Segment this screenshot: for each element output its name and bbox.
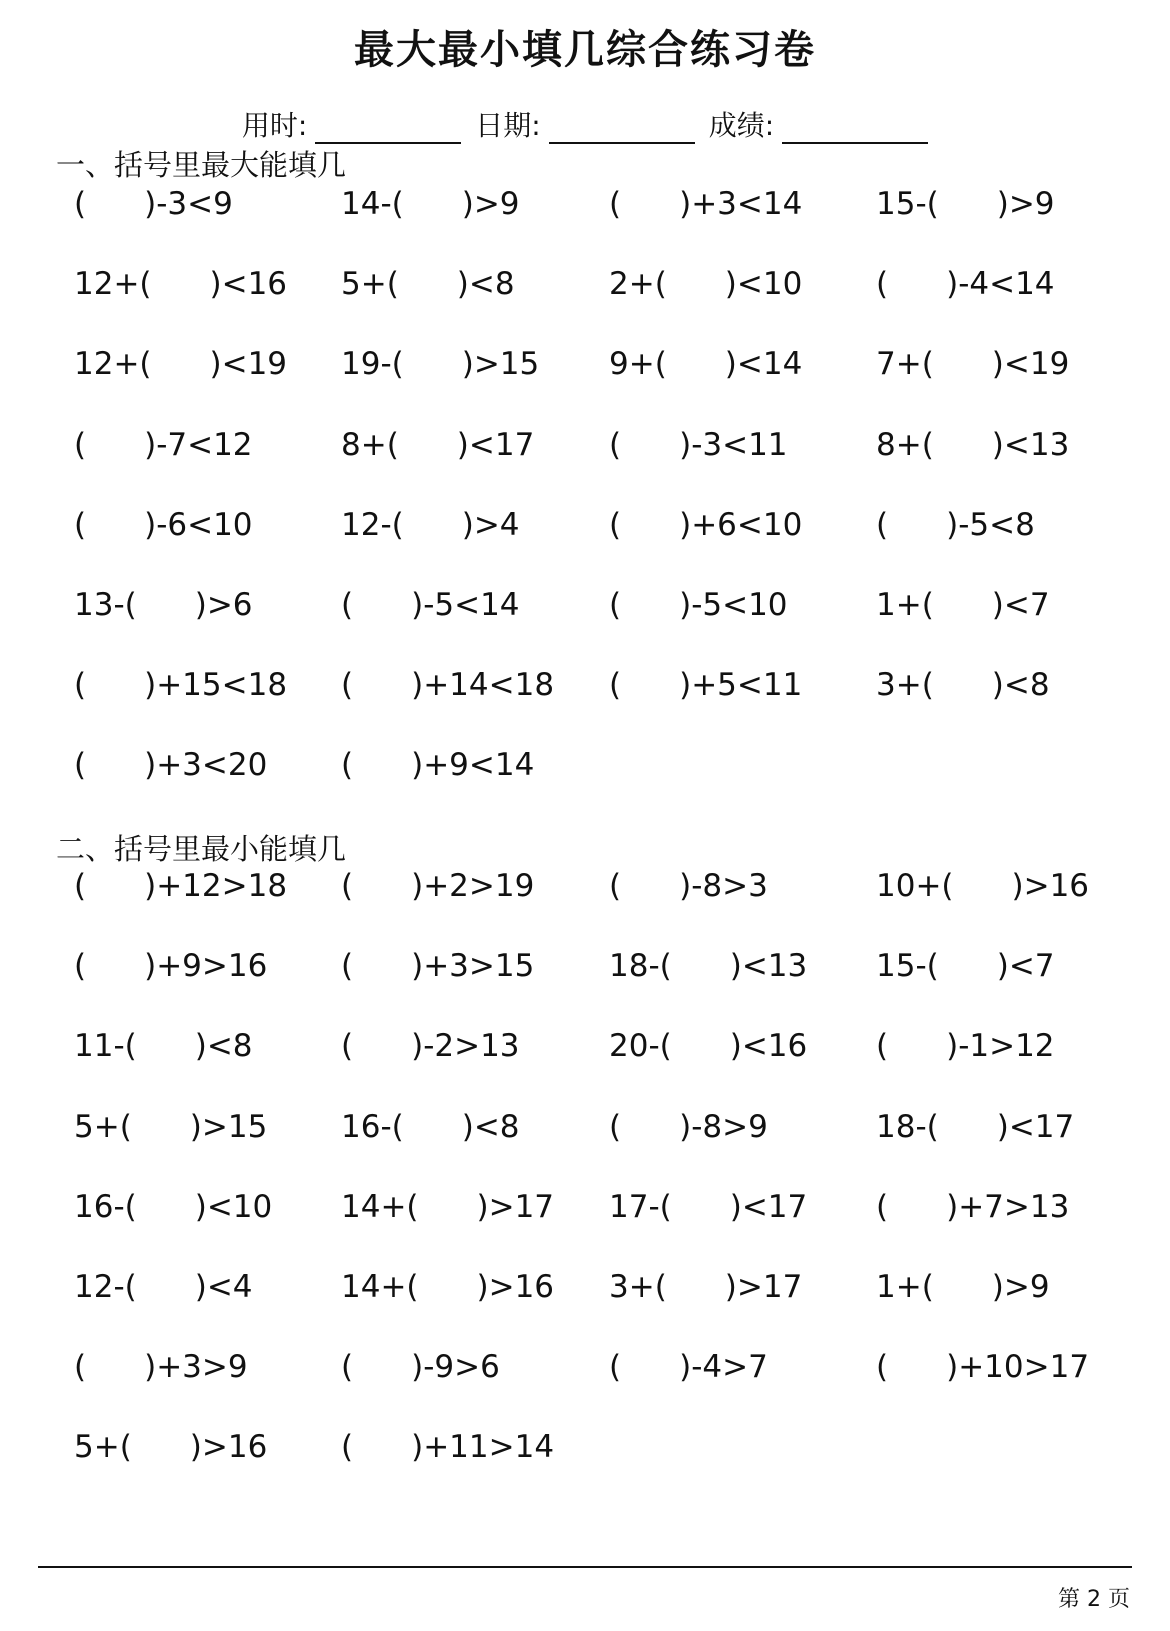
problem-item [609, 1347, 768, 1387]
problem-item [876, 264, 1055, 304]
footer-divider [38, 1566, 1132, 1568]
problem-item [74, 585, 253, 625]
problem-suffix: )>9 [461, 186, 520, 222]
problem-suffix: )<10 [724, 266, 803, 303]
problem-prefix: ( [341, 667, 354, 704]
info-bar [0, 104, 1170, 144]
problem-prefix: 13-( [74, 587, 137, 623]
problem-prefix: 8+( [341, 426, 399, 463]
problem-suffix: )>16 [189, 1429, 268, 1466]
problem-item [876, 1107, 1074, 1147]
problem-prefix: 12-( [74, 1269, 137, 1305]
problem-item [609, 505, 802, 545]
problem-prefix: 12-( [341, 506, 404, 543]
problem-item [876, 585, 1050, 625]
problem-suffix: )+7>13 [946, 1188, 1070, 1225]
time-label: 用时: [241, 109, 308, 142]
problem-suffix: )-5<14 [411, 587, 520, 623]
problem-item [74, 1267, 253, 1307]
time-field [242, 104, 461, 144]
problem-item [74, 1107, 267, 1147]
problem-item [609, 184, 802, 224]
problem-prefix: ( [74, 1349, 87, 1386]
problem-item [74, 1427, 267, 1467]
problem-suffix: )<13 [991, 426, 1070, 463]
problem-prefix: 15-( [876, 186, 939, 222]
problem-prefix: ( [609, 587, 622, 623]
problem-item [341, 425, 534, 465]
problem-item [341, 344, 539, 384]
problem-suffix: )+14<18 [411, 667, 555, 704]
problem-suffix: )+10>17 [946, 1349, 1090, 1386]
problem-item [876, 1187, 1069, 1227]
problem-suffix: )-9>6 [411, 1349, 500, 1386]
problem-item [609, 1187, 807, 1227]
problem-suffix: )+3>9 [144, 1349, 248, 1386]
problem-item [876, 425, 1069, 465]
problem-suffix: )>9 [991, 1269, 1050, 1305]
problem-suffix: )<19 [991, 346, 1070, 383]
problem-item [876, 1347, 1089, 1387]
problem-prefix: ( [876, 1349, 889, 1386]
problem-prefix: 15-( [876, 948, 939, 985]
problem-prefix: ( [74, 506, 87, 543]
score-label: 成绩: [708, 109, 775, 142]
score-field [709, 104, 928, 144]
problem-item [74, 425, 253, 465]
problem-prefix: ( [876, 1188, 889, 1225]
problem-suffix: )<8 [461, 1108, 520, 1145]
problem-suffix: )<19 [209, 346, 288, 383]
problem-item [74, 184, 233, 224]
problem-prefix: ( [876, 506, 889, 543]
problem-suffix: )>9 [996, 186, 1055, 222]
problem-prefix: 1+( [876, 587, 934, 623]
problem-prefix: 14+( [341, 1269, 419, 1305]
problem-suffix: )-2>13 [411, 1028, 520, 1065]
problem-item [74, 946, 267, 986]
problem-prefix: ( [341, 747, 354, 784]
date-blank[interactable] [549, 112, 695, 144]
problem-suffix: )+9>16 [144, 948, 268, 985]
problem-suffix: )<13 [729, 948, 808, 985]
problem-prefix: 16-( [74, 1188, 137, 1225]
problem-item [609, 946, 807, 986]
problem-item [341, 745, 534, 785]
date-label: 日期: [475, 109, 541, 142]
problem-prefix: ( [74, 186, 87, 222]
problem-item [74, 745, 267, 785]
problem-suffix: )-8>9 [679, 1108, 768, 1145]
problem-suffix: )<8 [456, 266, 515, 303]
problem-item [609, 425, 788, 465]
problem-item [341, 866, 534, 906]
problem-item [876, 1267, 1050, 1307]
section2-title: 二、括号里最小能填几 [56, 832, 347, 866]
problem-suffix: )-3<9 [144, 186, 233, 222]
problem-item [609, 665, 802, 705]
problem-prefix: 18-( [609, 948, 672, 985]
problem-suffix: )-4>7 [679, 1349, 768, 1386]
problem-suffix: )+3<20 [144, 747, 268, 784]
problem-prefix: 5+( [74, 1108, 132, 1145]
problem-prefix: ( [341, 1028, 354, 1065]
problem-prefix: ( [876, 1028, 889, 1065]
problem-item [341, 1427, 554, 1467]
problem-suffix: )+15<18 [144, 667, 288, 704]
problem-suffix: )<7 [996, 948, 1055, 985]
problem-prefix: 1+( [876, 1269, 934, 1305]
problem-prefix: ( [609, 868, 622, 904]
problem-item [74, 344, 287, 384]
problem-suffix: )>15 [461, 346, 540, 383]
problem-suffix: )>17 [476, 1188, 555, 1225]
problem-prefix: 17-( [609, 1188, 672, 1225]
problem-item [341, 665, 554, 705]
problem-prefix: ( [609, 426, 622, 463]
problem-item [341, 1026, 520, 1066]
problem-suffix: )<17 [996, 1108, 1075, 1145]
problem-suffix: )>16 [1011, 868, 1090, 904]
problem-prefix: 20-( [609, 1028, 672, 1065]
problem-item [876, 184, 1055, 224]
problem-prefix: 16-( [341, 1108, 404, 1145]
problem-item [341, 1347, 500, 1387]
problem-suffix: )+6<10 [679, 506, 803, 543]
problem-prefix: 11-( [74, 1028, 137, 1065]
problem-prefix: 2+( [609, 266, 667, 303]
problem-suffix: )-5<10 [679, 587, 788, 623]
problem-suffix: )>15 [189, 1108, 268, 1145]
problem-item [74, 1026, 253, 1066]
problem-item [341, 1107, 520, 1147]
page-title: 最大最小填几综合练习卷 [354, 27, 816, 73]
problem-suffix: )-8>3 [679, 868, 768, 904]
problem-prefix: ( [609, 1349, 622, 1386]
problem-prefix: 7+( [876, 346, 934, 383]
problem-suffix: )+12>18 [144, 868, 288, 904]
problem-prefix: ( [74, 868, 87, 904]
problem-prefix: 8+( [876, 426, 934, 463]
problem-suffix: )-6<10 [144, 506, 253, 543]
problem-item [74, 1347, 248, 1387]
problem-item [74, 505, 253, 545]
problem-item [876, 344, 1069, 384]
problem-item [876, 866, 1089, 906]
problem-item [876, 505, 1035, 545]
problem-item [609, 1267, 802, 1307]
problem-item [876, 665, 1050, 705]
problem-item [341, 946, 534, 986]
problem-suffix: )<16 [729, 1028, 808, 1065]
problem-item [609, 1107, 768, 1147]
problem-suffix: )+3>15 [411, 948, 535, 985]
problem-prefix: ( [341, 868, 354, 904]
problem-item [74, 1187, 272, 1227]
time-blank[interactable] [315, 112, 461, 144]
problem-suffix: )>16 [476, 1269, 555, 1305]
problem-prefix: 5+( [341, 266, 399, 303]
section1-title: 一、括号里最大能填几 [56, 148, 347, 182]
problem-prefix: ( [74, 426, 87, 463]
problem-item [74, 665, 287, 705]
problem-prefix: 14+( [341, 1188, 419, 1225]
problem-item [74, 866, 287, 906]
problem-item [609, 344, 802, 384]
problem-prefix: ( [609, 186, 622, 222]
problem-item [341, 585, 520, 625]
problem-item [876, 946, 1055, 986]
problem-item [876, 1026, 1055, 1066]
problem-suffix: )>6 [194, 587, 253, 623]
problem-item [609, 585, 788, 625]
problem-prefix: 18-( [876, 1108, 939, 1145]
problem-prefix: ( [341, 587, 354, 623]
problem-prefix: ( [876, 266, 889, 303]
problem-suffix: )<17 [729, 1188, 808, 1225]
problem-prefix: ( [74, 667, 87, 704]
problem-prefix: ( [609, 506, 622, 543]
problem-prefix: ( [341, 1349, 354, 1386]
problem-suffix: )-1>12 [946, 1028, 1055, 1065]
problem-suffix: )<4 [194, 1269, 253, 1305]
page-number: 第 2 页 [1058, 1587, 1130, 1612]
problem-suffix: )>4 [461, 506, 520, 543]
problem-suffix: )-4<14 [946, 266, 1055, 303]
problem-item [341, 184, 520, 224]
problem-item [341, 505, 520, 545]
problem-prefix: ( [609, 667, 622, 704]
problem-suffix: )<17 [456, 426, 535, 463]
problem-suffix: )-5<8 [946, 506, 1035, 543]
problem-suffix: )<16 [209, 266, 288, 303]
problem-suffix: )>17 [724, 1269, 803, 1305]
problem-suffix: )+9<14 [411, 747, 535, 784]
problem-item [609, 866, 768, 906]
problem-prefix: 12+( [74, 266, 152, 303]
problem-prefix: ( [341, 1429, 354, 1466]
problem-item [341, 1267, 554, 1307]
problem-prefix: 5+( [74, 1429, 132, 1466]
problem-prefix: 19-( [341, 346, 404, 383]
date-field [475, 104, 694, 144]
problem-prefix: 3+( [876, 667, 934, 704]
problem-item [609, 1026, 807, 1066]
problem-item [341, 264, 515, 304]
problem-prefix: 3+( [609, 1269, 667, 1305]
problem-suffix: )+5<11 [679, 667, 803, 704]
problem-suffix: )<8 [194, 1028, 253, 1065]
problem-suffix: )+3<14 [679, 186, 803, 222]
problem-prefix: 10+( [876, 868, 954, 904]
problem-suffix: )-3<11 [679, 426, 788, 463]
problem-prefix: 9+( [609, 346, 667, 383]
problem-suffix: )<10 [194, 1188, 273, 1225]
problem-prefix: ( [341, 948, 354, 985]
problem-prefix: ( [74, 747, 87, 784]
problem-suffix: )+2>19 [411, 868, 535, 904]
problem-prefix: ( [74, 948, 87, 985]
score-blank[interactable] [782, 112, 928, 144]
problem-suffix: )<8 [991, 667, 1050, 704]
problem-suffix: )<7 [991, 587, 1050, 623]
problem-item [341, 1187, 554, 1227]
problem-suffix: )<14 [724, 346, 803, 383]
problem-prefix: 14-( [341, 186, 404, 222]
problem-prefix: ( [609, 1108, 622, 1145]
problem-prefix: 12+( [74, 346, 152, 383]
problem-suffix: )+11>14 [411, 1429, 555, 1466]
problem-item [74, 264, 287, 304]
problem-item [609, 264, 802, 304]
problem-suffix: )-7<12 [144, 426, 253, 463]
